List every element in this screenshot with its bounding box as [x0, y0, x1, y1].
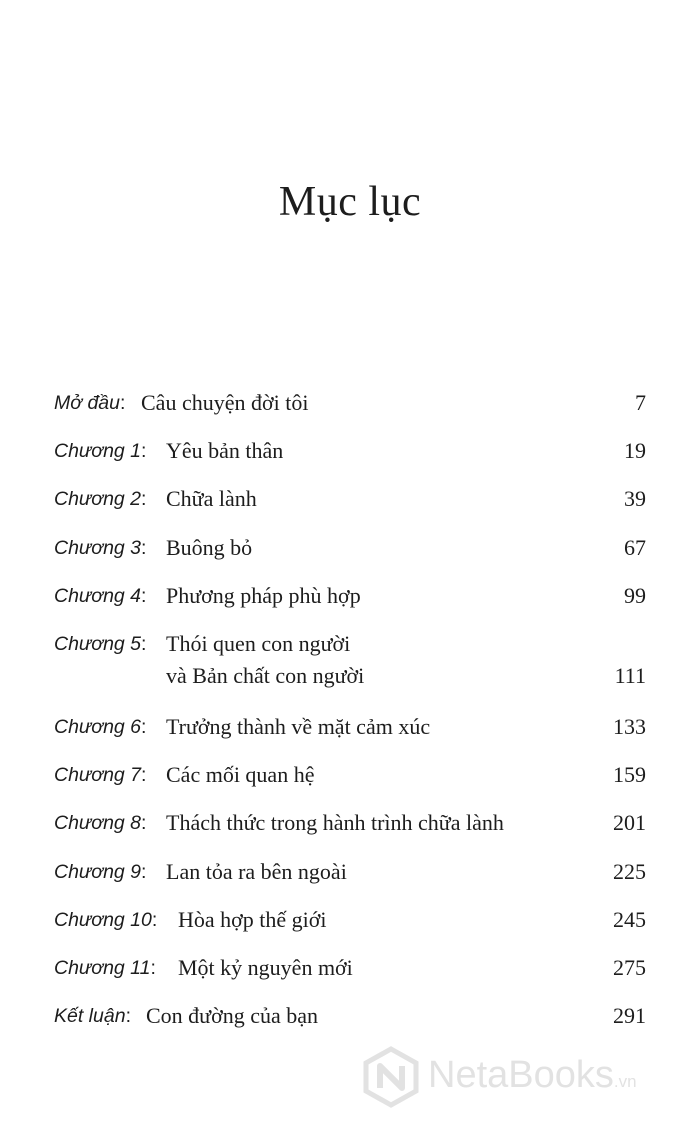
toc-entry-title: Một kỷ nguyên mới [178, 954, 353, 980]
toc-entry [54, 533, 646, 581]
toc-entry-label: Kết luận: [54, 1005, 131, 1028]
toc-entry-page: 245 [613, 906, 646, 932]
toc-entry-label: Mở đầu: [54, 392, 126, 414]
toc-entry-title: Yêu bản thân [166, 438, 284, 464]
toc-entry [54, 1001, 646, 1049]
toc-entry-page: 19 [624, 438, 646, 464]
toc-entry [54, 484, 646, 532]
toc-entry [54, 436, 646, 484]
netabooks-logo-icon [362, 1046, 420, 1108]
toc-entry-title: Trưởng thành về mặt cảm xúc [166, 713, 431, 739]
toc-entry-title: Buông bỏ [166, 534, 253, 560]
toc-entry-label: Chương 8: [54, 812, 147, 835]
toc-entry-page: 39 [624, 486, 646, 512]
toc-entry-page: 99 [624, 582, 646, 608]
toc-entry-label: Chương 2: [54, 488, 147, 511]
toc-entry [54, 905, 646, 953]
toc-entry-title: Chữa lành [166, 486, 257, 512]
toc-entry-label: Chương 10: [54, 908, 158, 931]
toc-entry-page: 7 [635, 390, 646, 415]
netabooks-watermark [362, 1046, 694, 1108]
toc-entry [54, 581, 646, 629]
toc-entry [54, 712, 646, 760]
toc-entry-label: Chương 7: [54, 764, 147, 787]
toc-entry [54, 629, 646, 712]
toc-entry-page: 67 [624, 534, 646, 560]
toc-entry [54, 388, 646, 436]
toc-entry-page: 201 [613, 810, 646, 836]
toc-entry-label: Chương 4: [54, 584, 147, 607]
toc-entry [54, 808, 646, 856]
toc-entry-label: Chương 5: [54, 632, 147, 655]
toc-entry [54, 857, 646, 905]
toc-entry-title-line2: và Bản chất con người [166, 662, 365, 688]
toc-entry-title: Hòa hợp thế giới [178, 906, 327, 932]
toc-entry-page: 133 [613, 713, 646, 739]
toc-entry-title: Thói quen con người [166, 630, 351, 656]
toc-entry-page: 275 [613, 954, 646, 980]
toc-entry-page: 111 [614, 662, 646, 688]
toc-entry-label: Chương 9: [54, 860, 147, 883]
toc-entry-title: Câu chuyện đời tôi [141, 390, 309, 415]
watermark-text: NetaBooks.vn [428, 1054, 637, 1096]
toc-entry-page: 225 [613, 858, 646, 884]
toc-entry-page: 291 [613, 1003, 646, 1029]
toc-entry-title: Lan tỏa ra bên ngoài [166, 858, 347, 884]
toc-entry [54, 953, 646, 1001]
toc-entry-label: Chương 1: [54, 440, 147, 463]
toc-entry-label: Chương 3: [54, 536, 147, 559]
toc-entry-page: 159 [613, 762, 646, 788]
toc-entry [54, 760, 646, 808]
toc-entry-label: Chương 11: [54, 956, 156, 979]
toc-entry-title: Các mối quan hệ [166, 762, 315, 788]
table-of-contents [54, 388, 646, 1049]
toc-entry-title: Thách thức trong hành trình chữa lành [166, 810, 504, 836]
toc-entry-title: Phương pháp phù hợp [166, 582, 361, 608]
toc-entry-label: Chương 6: [54, 715, 147, 738]
toc-entry-title: Con đường của bạn [146, 1003, 319, 1029]
page-title: Mục lục [278, 179, 422, 225]
